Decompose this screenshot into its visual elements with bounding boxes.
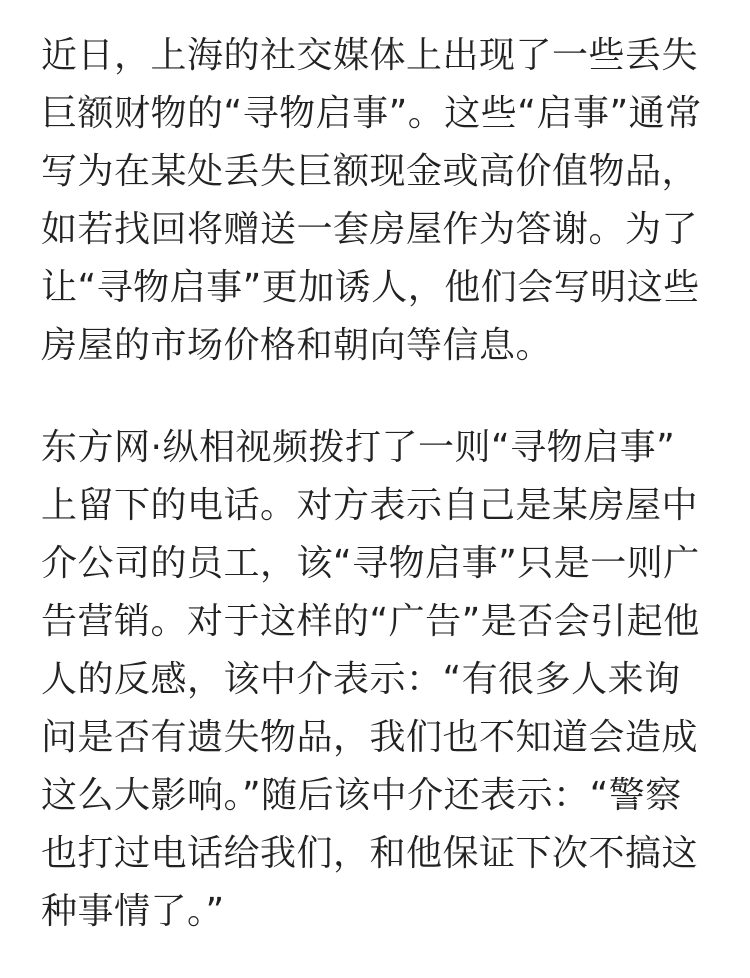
text-line: 介公司的员工，该“寻物启事”只是一则广 — [41, 543, 700, 584]
text-line: 如若找回将赠送一套房屋作为答谢。为了 — [41, 209, 699, 250]
text-line: 上留下的电话。对方表示自己是某房屋中 — [41, 485, 699, 526]
text-line: 写为在某处丢失巨额现金或高价值物品， — [41, 151, 699, 192]
text-line: 问是否有遗失物品，我们也不知道会造成 — [41, 717, 699, 758]
text-line: 让“寻物启事”更加诱人，他们会写明这些 — [41, 267, 700, 308]
paragraph-2 — [41, 419, 721, 941]
text-line: 房屋的市场价格和朝向等信息。 — [41, 325, 553, 366]
text-line: 种事情了。” — [41, 891, 225, 932]
article-body — [41, 27, 721, 941]
text-line: 人的反感，该中介表示：“有很多人来询 — [41, 659, 681, 700]
text-line: 近日，上海的社交媒体上出现了一些丢失 — [41, 35, 699, 76]
paragraph-1 — [41, 27, 721, 375]
paragraph-gap — [41, 375, 721, 419]
text-line: 巨额财物的“寻物启事”。这些“启事”通常 — [41, 93, 702, 134]
text-line: 也打过电话给我们，和他保证下次不搞这 — [41, 833, 699, 874]
text-line: 东方网·纵相视频拨打了一则“寻物启事” — [41, 427, 676, 468]
text-line: 这么大影响。”随后该中介还表示：“警察 — [41, 775, 682, 816]
text-line: 告营销。对于这样的“广告”是否会引起他 — [41, 601, 700, 642]
